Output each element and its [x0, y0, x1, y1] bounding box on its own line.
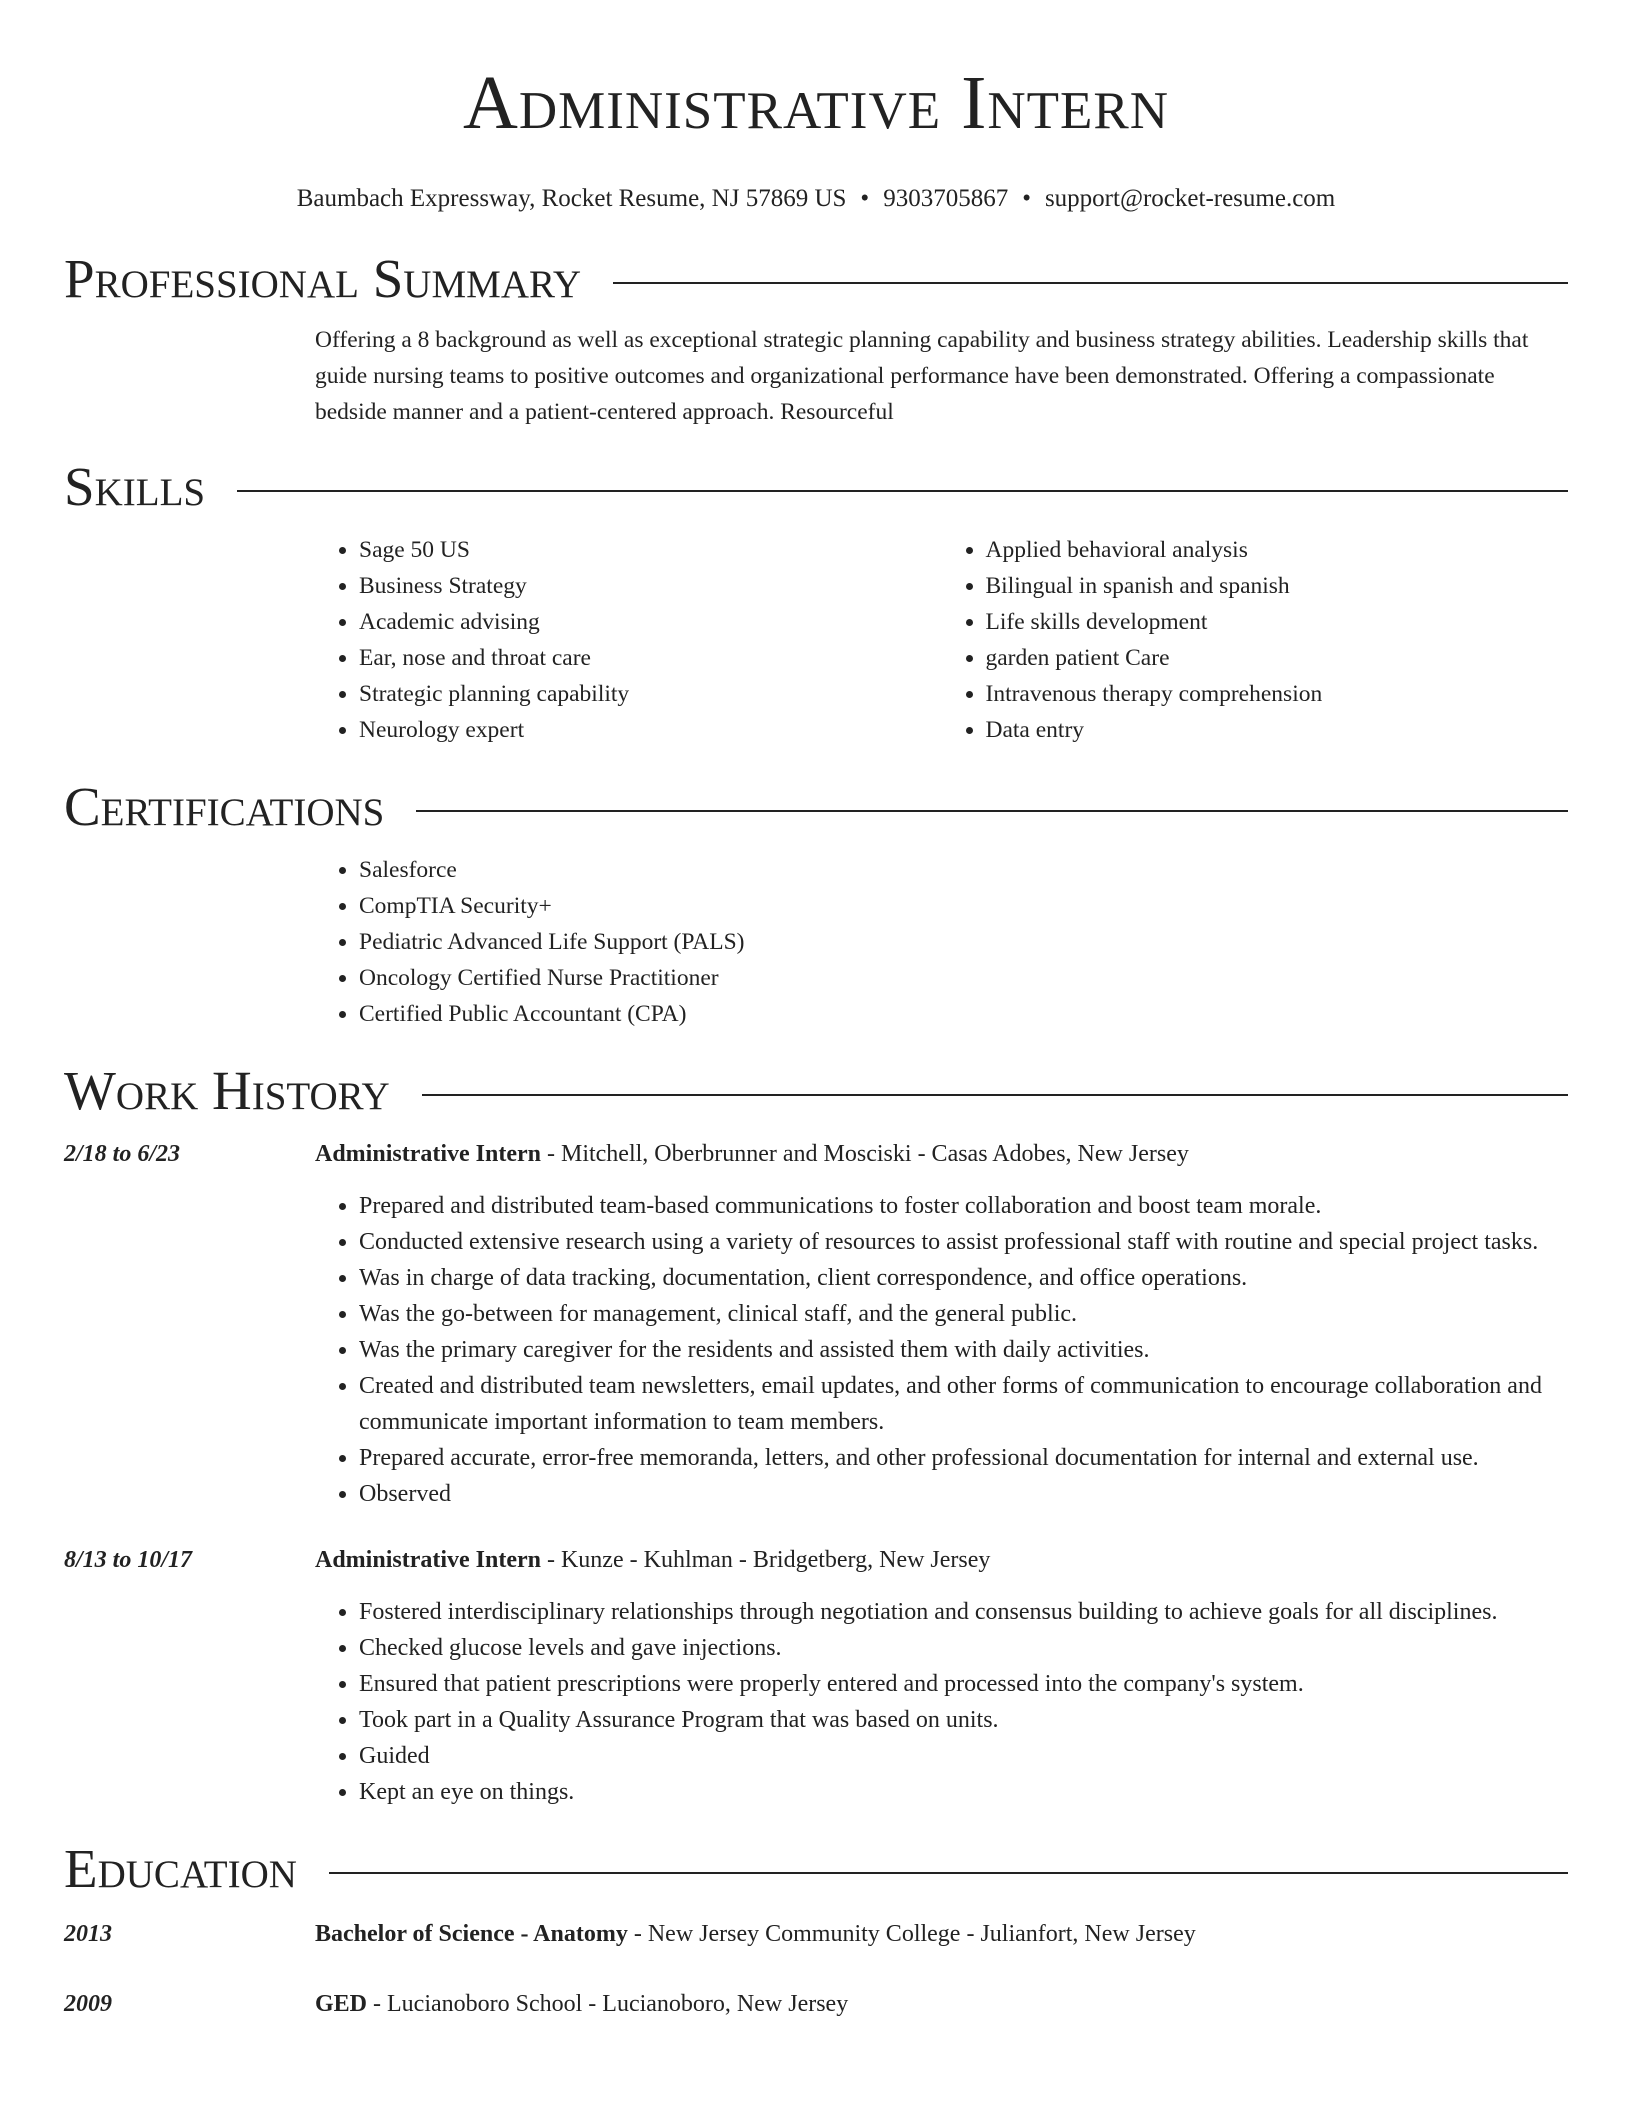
job-role: Administrative Intern: [315, 1141, 541, 1167]
job-bullet: • Conducted extensive research using a variety of resources to assist professional staff with routine and special project tasks.: [359, 1224, 1568, 1260]
job-bullet: • Checked glucose levels and gave injections.: [359, 1630, 1568, 1666]
contact-phone: 9303705867: [883, 185, 1009, 212]
job-bullet: • Kept an eye on things.: [359, 1774, 1568, 1810]
skills-list: [315, 532, 1568, 748]
summary-section-header: [64, 246, 1568, 312]
job-heading: [315, 1542, 1568, 1578]
education-degree: Bachelor of Science - Anatomy: [315, 1921, 628, 1947]
job-bullets: [315, 1594, 1568, 1810]
education-section-header: [64, 1836, 1568, 1902]
certification-item: • Oncology Certified Nurse Practitioner: [359, 960, 1568, 996]
job-entry: [64, 1136, 1568, 1512]
job-entry: [64, 1542, 1568, 1810]
skill-item: • Strategic planning capability: [359, 676, 942, 712]
skill-item: • Data entry: [986, 712, 1569, 748]
skill-item: • Sage 50 US: [359, 532, 942, 568]
skills-column-left: [315, 532, 942, 748]
job-bullet: • Observed: [359, 1476, 1568, 1512]
summary-title: Professional Summary: [64, 248, 582, 309]
skill-item: • Applied behavioral analysis: [986, 532, 1569, 568]
job-bullet: • Took part in a Quality Assurance Program that was based on units.: [359, 1702, 1568, 1738]
skill-item: • Academic advising: [359, 604, 942, 640]
education-year: 2013: [64, 1921, 112, 1947]
education-details: - Lucianoboro School - Lucianoboro, New Jersey: [367, 1991, 849, 2017]
job-bullet: • Was the primary caregiver for the residents and assisted them with daily activities.: [359, 1332, 1568, 1368]
contact-address: Baumbach Expressway, Rocket Resume, NJ 57869 US: [296, 185, 847, 212]
job-bullet: • Guided: [359, 1738, 1568, 1774]
education-title: Education: [64, 1838, 297, 1899]
section-divider: [422, 1094, 1568, 1096]
education-details: - New Jersey Community College - Julianfort, New Jersey: [627, 1921, 1196, 1947]
skills-section-header: [64, 454, 1568, 520]
education-degree: GED: [315, 1991, 368, 2017]
job-bullets: [315, 1188, 1568, 1512]
certification-item: • CompTIA Security+: [359, 888, 1568, 924]
contact-email: support@rocket-resume.com: [1044, 185, 1336, 212]
job-bullet: • Was in charge of data tracking, documentation, client correspondence, and office operations.: [359, 1260, 1568, 1296]
contact-separator: •: [860, 185, 870, 212]
job-bullet: • Created and distributed team newsletters, email updates, and other forms of communication to encourage collaboration and communicate important information to team members.: [359, 1368, 1568, 1440]
job-details: - Kunze - Kuhlman - Bridgetberg, New Jersey: [540, 1547, 991, 1573]
work-section-header: [64, 1058, 1568, 1124]
skill-item: • Business Strategy: [359, 568, 942, 604]
job-role: Administrative Intern: [315, 1547, 541, 1573]
skills-title: Skills: [64, 456, 206, 517]
section-divider: [416, 810, 1568, 812]
certification-item: • Certified Public Accountant (CPA): [359, 996, 1568, 1032]
job-heading: [315, 1136, 1568, 1172]
skill-item: • Life skills development: [986, 604, 1569, 640]
contact-line: [64, 182, 1568, 216]
education-heading: [315, 1986, 1568, 2022]
section-divider: [613, 282, 1568, 284]
skill-item: • garden patient Care: [986, 640, 1569, 676]
summary-text: Offering a 8 background as well as exceptional strategic planning capability and business strategy abilities. Leadership skills that guide nursing teams to positive outcomes and organizational performance have been demonstrated. Offering a compassionate bedside manner and a patient-centered approach. Resourceful: [315, 327, 1529, 425]
education-year: 2009: [64, 1991, 112, 2017]
section-divider: [329, 1872, 1568, 1874]
skill-item: • Neurology expert: [359, 712, 942, 748]
job-bullet: • Fostered interdisciplinary relationships through negotiation and consensus building to achieve goals for all disciplines.: [359, 1594, 1568, 1630]
work-title: Work History: [64, 1060, 390, 1121]
education-entry: [64, 1916, 1568, 1952]
skill-item: • Bilingual in spanish and spanish: [986, 568, 1569, 604]
job-dates: 2/18 to 6/23: [64, 1141, 181, 1167]
contact-separator: •: [1022, 185, 1031, 212]
certification-item: • Salesforce: [359, 852, 1568, 888]
skill-item: • Ear, nose and throat care: [359, 640, 942, 676]
skills-column-right: [942, 532, 1569, 748]
job-bullet: • Was the go-between for management, clinical staff, and the general public.: [359, 1296, 1568, 1332]
candidate-name: Administrative Intern: [462, 61, 1170, 145]
certifications-title: Certifications: [64, 776, 385, 837]
certifications-section-header: [64, 774, 1568, 840]
certification-item: • Pediatric Advanced Life Support (PALS): [359, 924, 1568, 960]
certifications-list: [315, 852, 1568, 1032]
job-bullet: • Prepared and distributed team-based communications to foster collaboration and boost team morale.: [359, 1188, 1568, 1224]
job-bullet: • Ensured that patient prescriptions were properly entered and processed into the company's system.: [359, 1666, 1568, 1702]
job-dates: 8/13 to 10/17: [64, 1547, 193, 1573]
education-heading: [315, 1916, 1568, 1952]
education-entry: [64, 1986, 1568, 2022]
job-details: - Mitchell, Oberbrunner and Mosciski - Casas Adobes, New Jersey: [540, 1141, 1189, 1167]
section-divider: [237, 490, 1568, 492]
job-bullet: • Prepared accurate, error-free memoranda, letters, and other professional documentation for internal and external use.: [359, 1440, 1568, 1476]
skill-item: • Intravenous therapy comprehension: [986, 676, 1569, 712]
